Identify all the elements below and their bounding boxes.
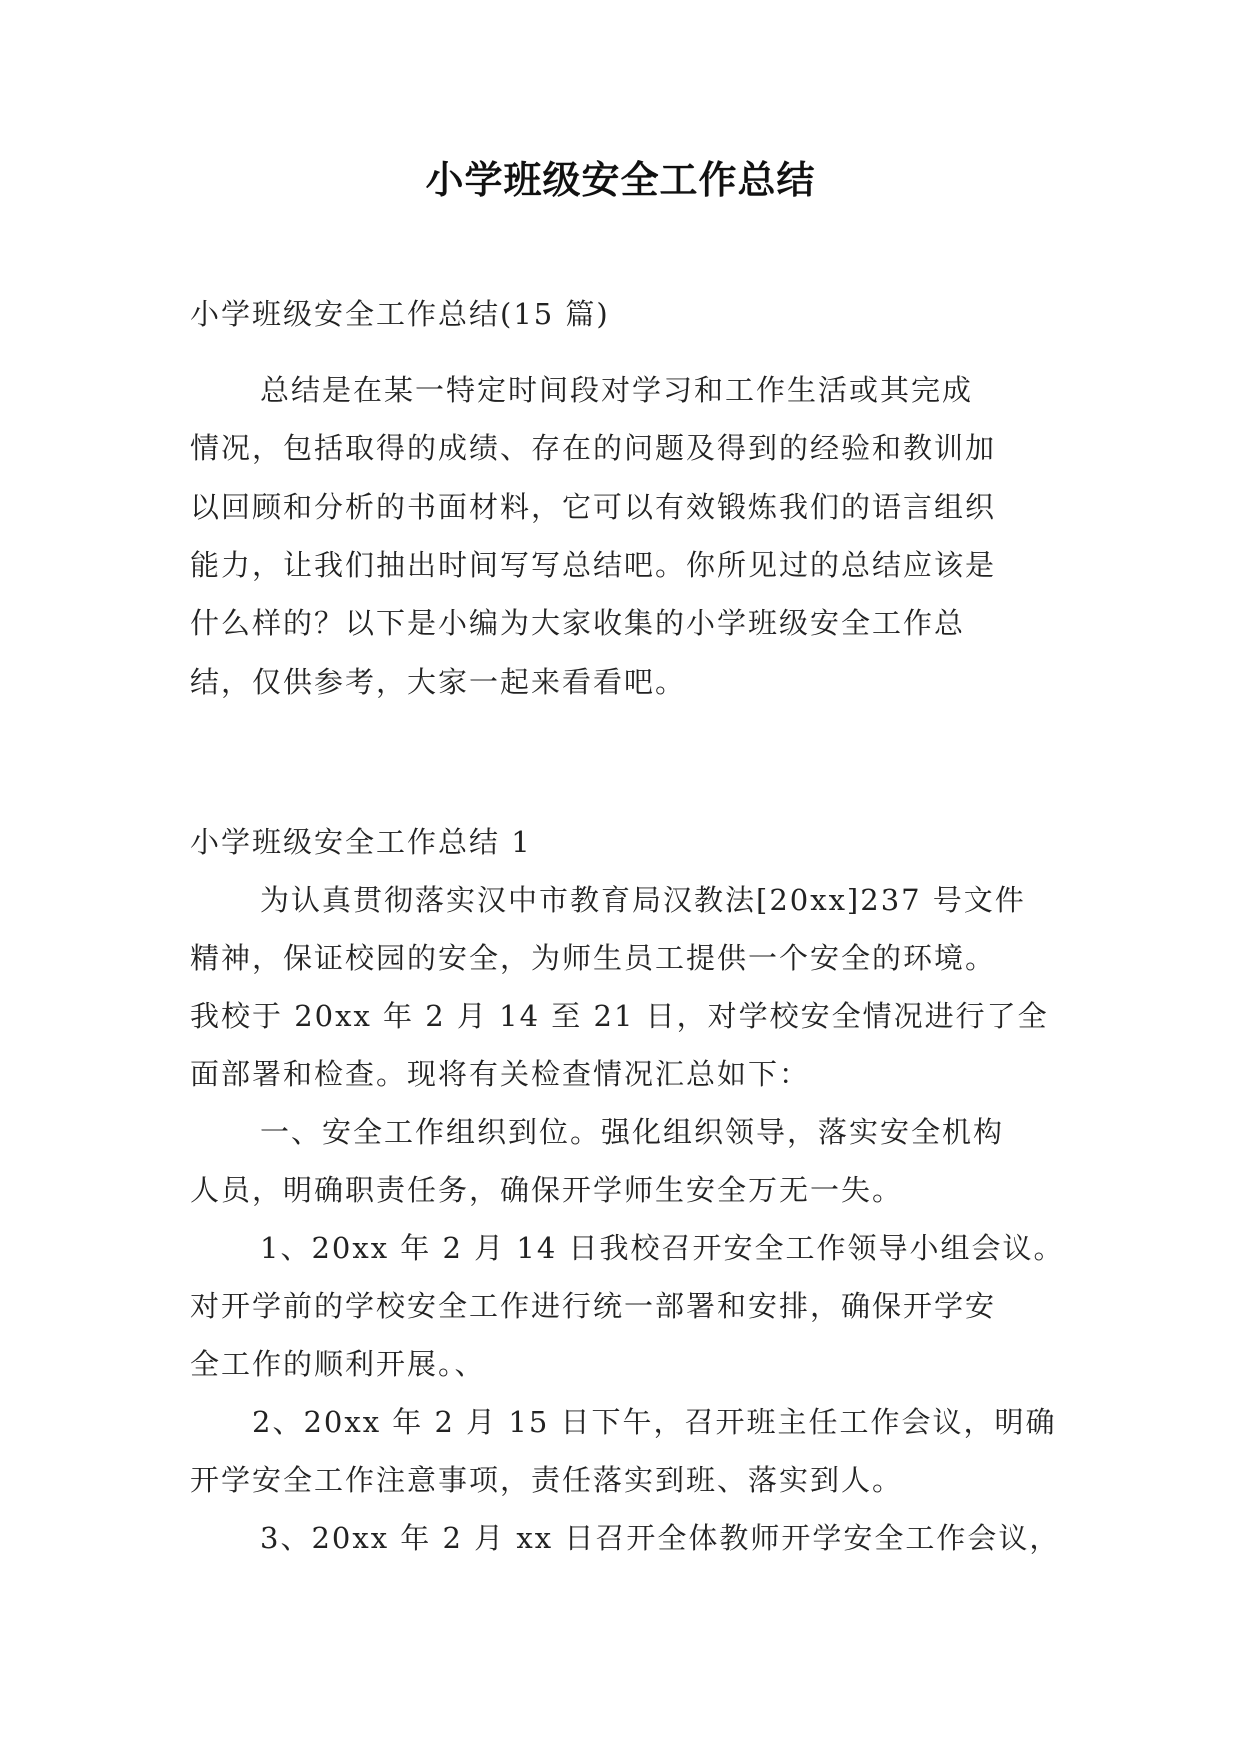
intro-line: 能力，让我们抽出时间写写总结吧。你所见过的总结应该是: [190, 548, 997, 582]
body-line: 人员，明确职责任务，确保开学师生安全万无一失。: [190, 1173, 904, 1207]
body-line: 我校于 20xx 年 2 月 14 至 21 日，对学校安全情况进行了全: [190, 999, 1049, 1033]
intro-line: 情况，包括取得的成绩、存在的问题及得到的经验和教训加: [190, 431, 997, 465]
intro-line: 结，仅供参考，大家一起来看看吧。: [190, 665, 687, 699]
document-subtitle: 小学班级安全工作总结(15 篇): [190, 297, 610, 331]
body-line: 对开学前的学校安全工作进行统一部署和安排，确保开学安: [190, 1289, 997, 1323]
body-line: 一、安全工作组织到位。强化组织领导，落实安全机构: [260, 1115, 1005, 1149]
body-line: 3、20xx 年 2 月 xx 日召开全体教师开学安全工作会议，: [260, 1521, 1061, 1555]
intro-line: 什么样的？以下是小编为大家收集的小学班级安全工作总: [190, 606, 966, 640]
intro-line: 总结是在某一特定时间段对学习和工作生活或其完成: [260, 373, 974, 407]
body-line: 全工作的顺利开展。、: [190, 1347, 486, 1381]
body-line: 面部署和检查。现将有关检查情况汇总如下：: [190, 1057, 811, 1091]
intro-line: 以回顾和分析的书面材料，它可以有效锻炼我们的语言组织: [190, 490, 997, 524]
section-heading: 小学班级安全工作总结 1: [190, 825, 532, 859]
body-line: 1、20xx 年 2 月 14 日我校召开安全工作领导小组会议。: [260, 1231, 1065, 1265]
body-line: 为认真贯彻落实汉中市教育局汉教法[20xx]237 号文件: [260, 883, 1026, 917]
body-line: 开学安全工作注意事项，责任落实到班、落实到人。: [190, 1463, 904, 1497]
body-line: 2、20xx 年 2 月 15 日下午，召开班主任工作会议，明确: [252, 1405, 1057, 1439]
body-line: 精神，保证校园的安全，为师生员工提供一个安全的环境。: [190, 941, 997, 975]
page-title: 小学班级安全工作总结: [425, 158, 816, 202]
